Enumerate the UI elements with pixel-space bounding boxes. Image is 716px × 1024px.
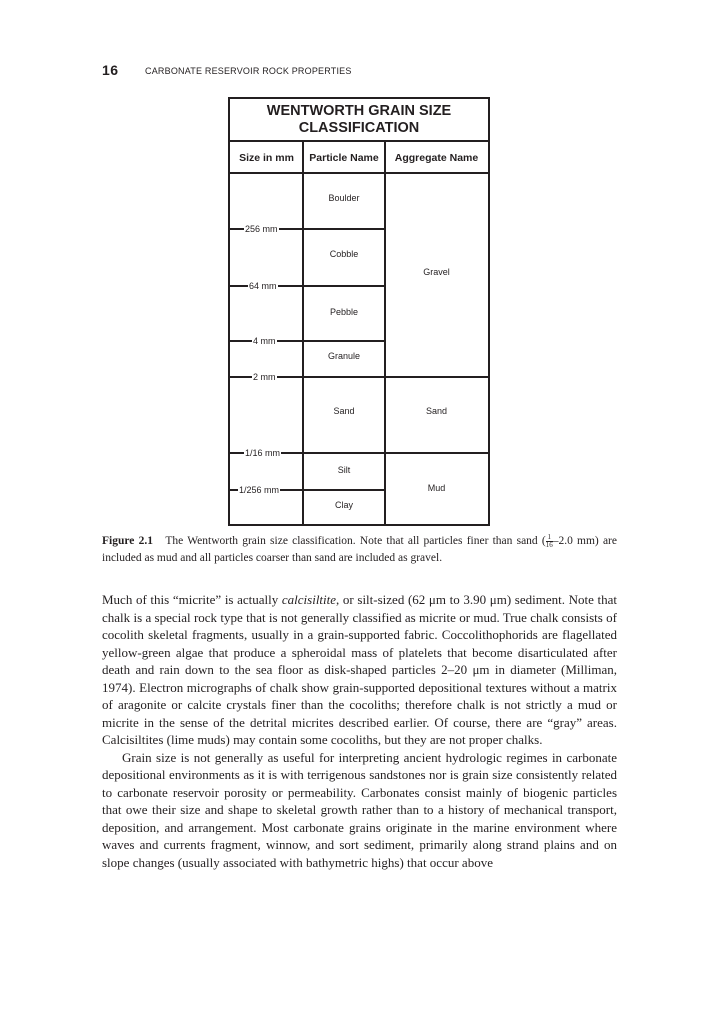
aggregate-mud: Mud: [427, 483, 446, 493]
caption-text-part2: –2.0 mm) are included as mud and all particles coarser than sand are included as gravel.: [102, 535, 617, 564]
page-number: 16: [102, 62, 119, 78]
particle-boulder: Boulder: [328, 193, 360, 203]
size-label-64: 64 mm: [249, 281, 277, 291]
fraction-numerator: 1: [547, 532, 551, 541]
figure-label: Figure 2.1: [102, 535, 153, 547]
size-label-1-256: 1/256 mm: [239, 485, 280, 495]
size-label-2: 2 mm: [253, 372, 276, 382]
paragraph-1-rest: , or silt-sized (62 μm to 3.90 μm) sediment. Note that chalk is a special rock type that is not generally classified as micrite or mud. True chalk consists of cocolith skeletal fragments, usually in a grain-supported fabric. Coccolithophorids are flagellated yellow-green algae that produce a spheroidal mass of platelets that become disarticulated after death and rain down to the sea floor as disk-shaped particles 2–20 μm in diameter (Milliman, 1974). Electron micrographs of chalk show grain-supported depositional textures without a matrix of aragonite or calcite crystals finer than the cocoliths; therefore chalk is not strictly a mud or micrite in the sense of the detrital micrites described earlier. Of course, there are “gray” areas. Calcisiltites (lime muds) may contain some cocoliths, but they are not proper chalks.: [102, 592, 617, 747]
figure-caption: [102, 533, 617, 567]
size-label-4: 4 mm: [253, 336, 276, 346]
paragraph-1-start: Much of this “micrite” is actually: [102, 592, 282, 607]
particle-clay: Clay: [334, 500, 353, 510]
paragraph-1-italic-term: calcisiltite: [281, 592, 337, 607]
caption-text-part1: The Wentworth grain size classification. Note that all particles finer than sand (: [165, 535, 546, 547]
wentworth-figure: [228, 97, 490, 526]
caption-fraction: [546, 534, 553, 549]
figure-title-line1: WENTWORTH GRAIN SIZE: [266, 103, 452, 119]
page-header: [102, 62, 352, 80]
particle-granule: Granule: [327, 351, 361, 361]
figure-title: [230, 99, 488, 142]
paragraph-1: [102, 591, 617, 749]
aggregate-sand: Sand: [425, 406, 448, 416]
column-header-particle: Particle Name: [303, 142, 385, 174]
particle-sand: Sand: [333, 406, 355, 416]
running-head: CARBONATE RESERVOIR ROCK PROPERTIES: [145, 66, 352, 76]
paragraph-2: Grain size is not generally as useful for interpreting ancient hydrologic regimes in carbonate depositional environments as it is with terrigenous sandstones nor is grain size consistently related to carbonate reservoir porosity or permeability. Carbonates consist mainly of biogenic particles that owe their size and shape to skeletal growth rather than to a history of mechanical transport, deposition, and arrangement. Most carbonate grains originate in the marine environment where waves and currents fragment, winnow, and sort sediment, primarily along strand plains and on slope changes (usually associated with bathymetric highs) that occur above: [102, 749, 617, 870]
particle-silt: Silt: [337, 465, 351, 475]
particle-cobble: Cobble: [329, 249, 359, 259]
size-label-256: 256 mm: [245, 224, 278, 234]
aggregate-gravel: Gravel: [423, 267, 450, 277]
fraction-denominator: 16: [545, 540, 553, 549]
body-text: [102, 591, 617, 871]
figure-title-line2: CLASSIFICATION: [298, 120, 420, 136]
column-header-size: Size in mm: [230, 142, 303, 174]
column-header-aggregate: Aggregate Name: [385, 142, 488, 174]
particle-pebble: Pebble: [329, 307, 359, 317]
size-label-1-16: 1/16 mm: [245, 448, 281, 458]
